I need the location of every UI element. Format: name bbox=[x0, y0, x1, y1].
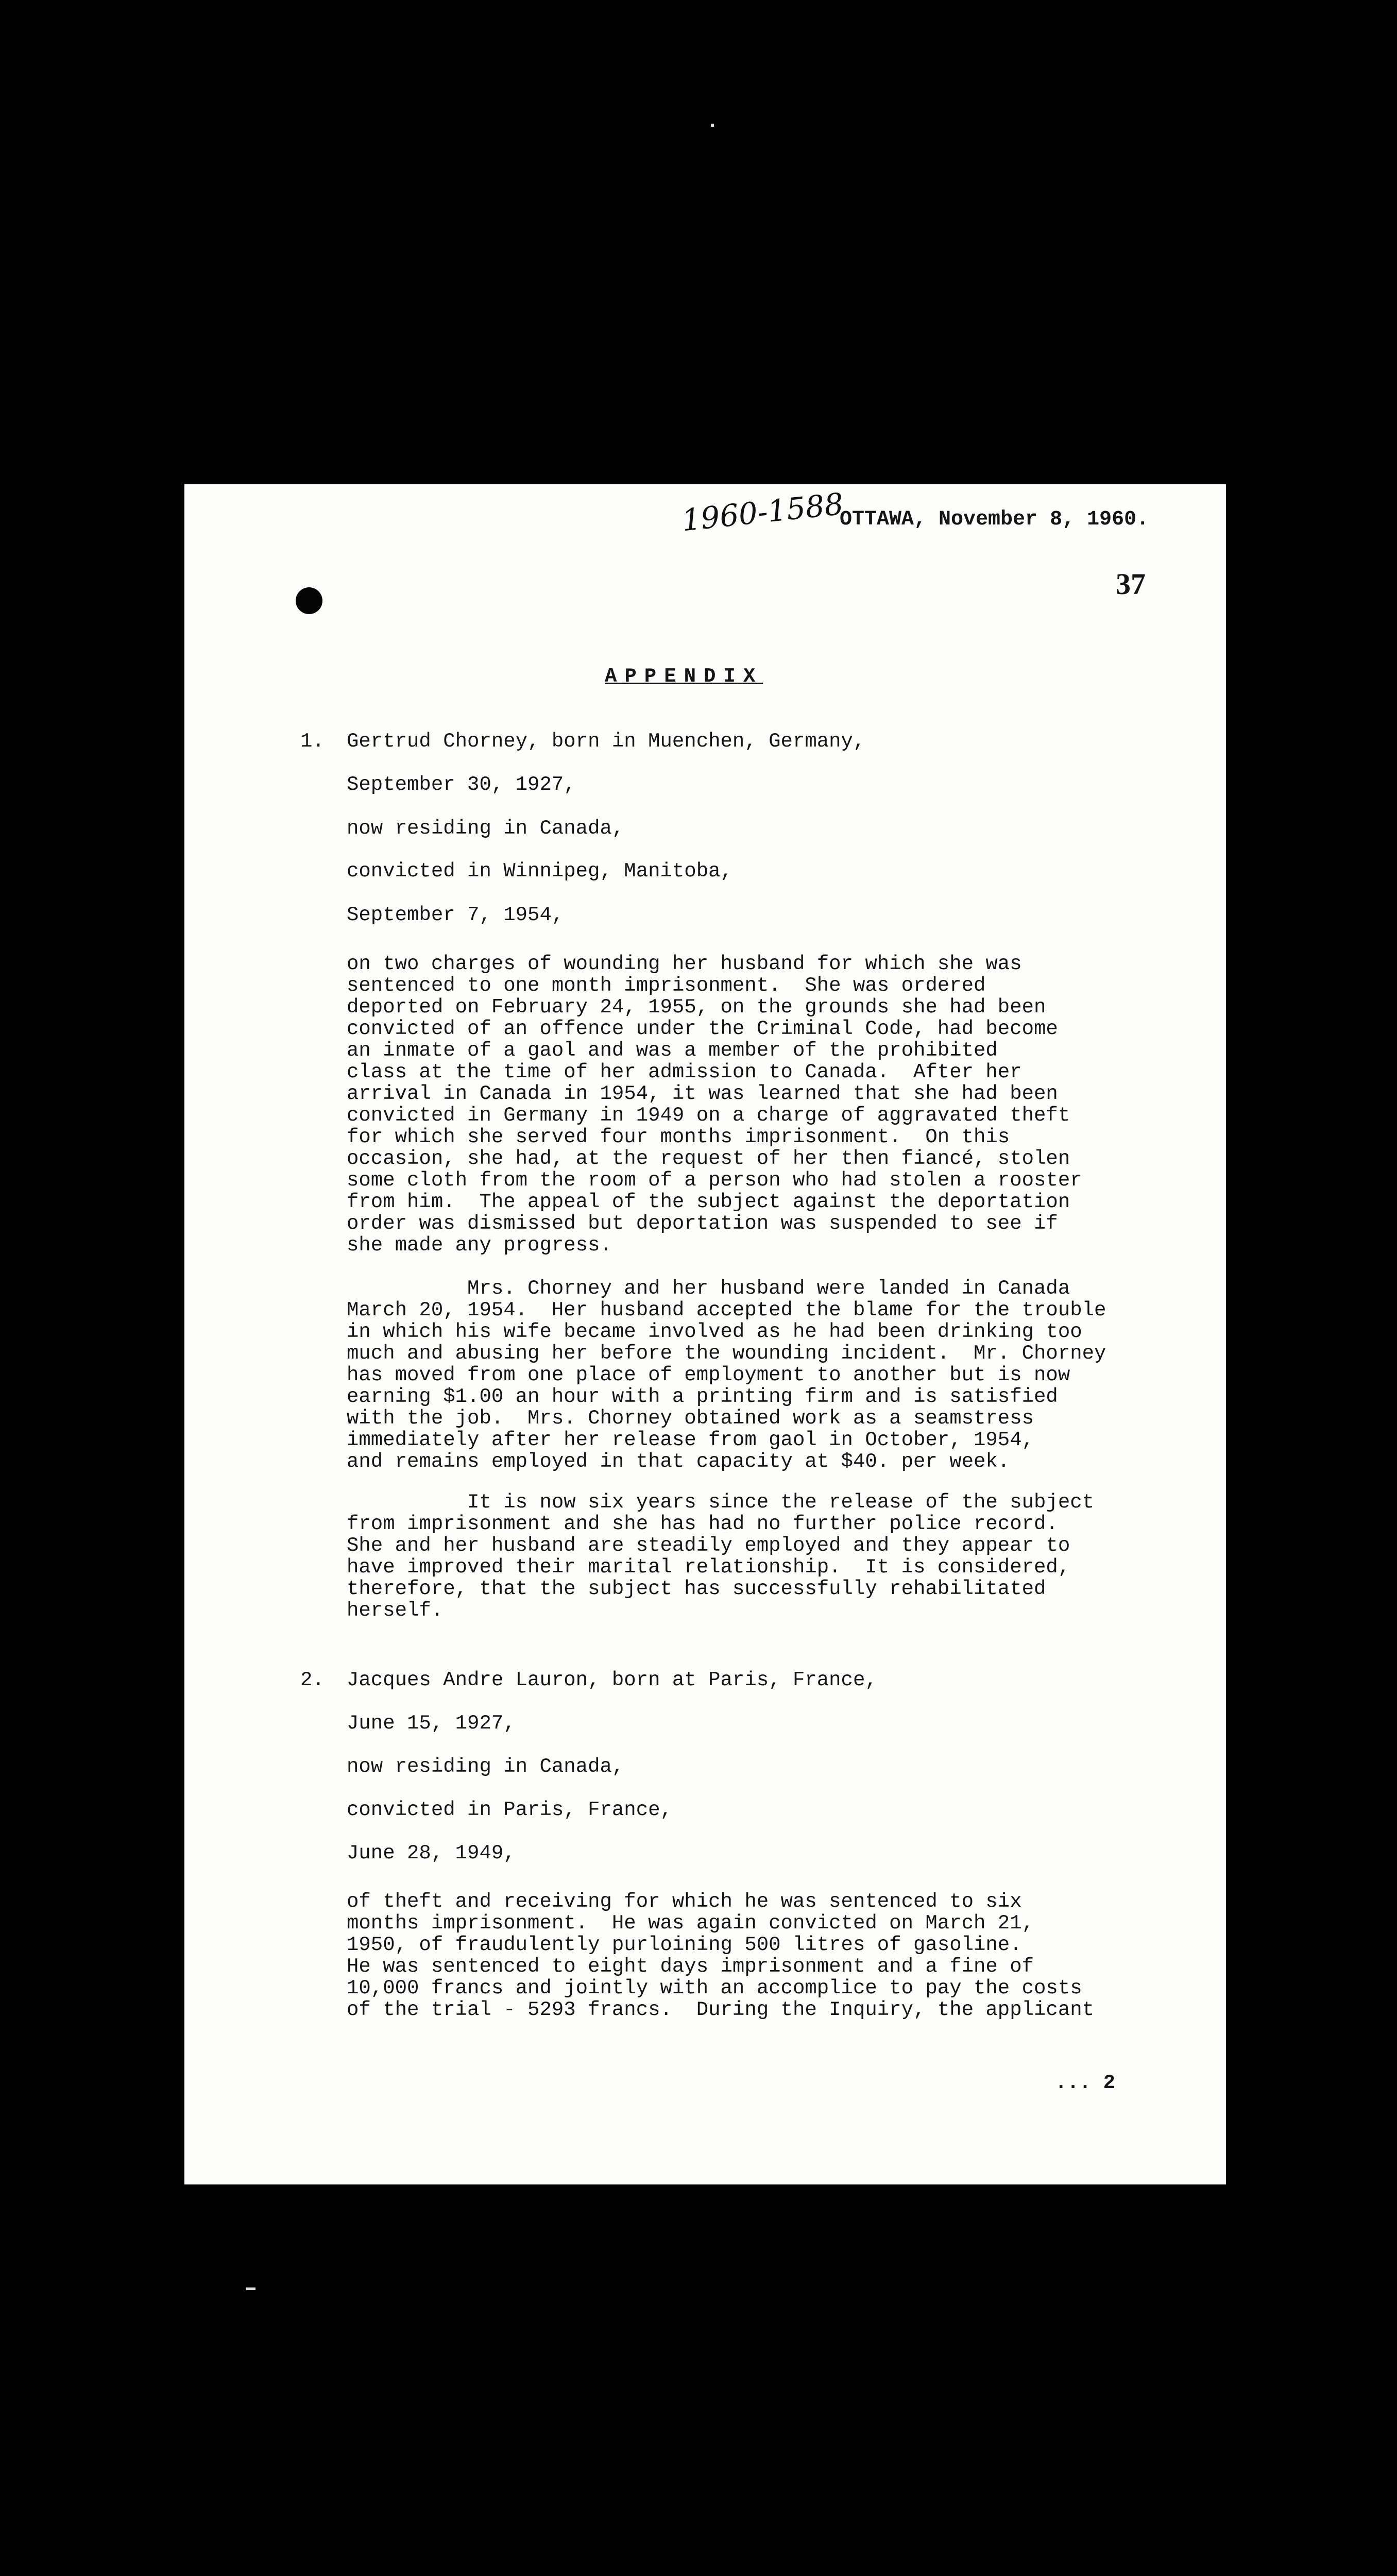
scan-speck bbox=[711, 124, 714, 127]
entry-1-paragraph-2 bbox=[347, 1278, 1176, 1472]
entry-conviction-place: convicted in Paris, France, bbox=[347, 1799, 672, 1821]
appendix-heading: APPENDIX bbox=[605, 665, 763, 688]
text-line: much and abusing her before the wounding incident. Mr. Chorney bbox=[347, 1342, 1106, 1365]
document-page bbox=[184, 484, 1226, 2184]
text-line: immediately after her release from gaol in October, 1954, bbox=[347, 1429, 1034, 1451]
text-line: March 20, 1954. Her husband accepted the blame for the trouble bbox=[347, 1299, 1106, 1321]
continuation-marker: ... 2 bbox=[1055, 2072, 1116, 2094]
entry-1-paragraph-1 bbox=[347, 953, 1176, 1256]
text-line: on two charges of wounding her husband for which she was bbox=[347, 953, 1022, 975]
text-line: she made any progress. bbox=[347, 1234, 612, 1257]
text-line: She and her husband are steadily employed and they appear to bbox=[347, 1534, 1070, 1557]
entry-1-paragraph-3 bbox=[347, 1492, 1176, 1621]
text-line: earning $1.00 an hour with a printing firm and is satisfied bbox=[347, 1385, 1058, 1408]
text-line: of theft and receiving for which he was sentenced to six bbox=[347, 1890, 1022, 1913]
text-line: It is now six years since the release of the subject bbox=[347, 1491, 1095, 1514]
entry-residence: now residing in Canada, bbox=[347, 1755, 624, 1778]
text-line: Mrs. Chorney and her husband were landed in Canada bbox=[347, 1277, 1070, 1300]
text-line: of the trial - 5293 francs. During the Inquiry, the applicant bbox=[347, 1998, 1095, 2021]
entry-conviction-date: June 28, 1949, bbox=[347, 1842, 516, 1865]
text-line: months imprisonment. He was again convicted on March 21, bbox=[347, 1912, 1034, 1935]
entry-name-line: Jacques Andre Lauron, born at Paris, France, bbox=[347, 1669, 877, 1691]
entry-birth-date: June 15, 1927, bbox=[347, 1712, 516, 1735]
text-line: convicted in Germany in 1949 on a charge of aggravated theft bbox=[347, 1104, 1070, 1127]
entry-name-line: Gertrud Chorney, born in Muenchen, Germany, bbox=[347, 730, 865, 753]
text-line: arrival in Canada in 1954, it was learned that she had been bbox=[347, 1082, 1058, 1105]
entry-2-paragraph-1 bbox=[347, 1891, 1176, 2021]
text-line: with the job. Mrs. Chorney obtained work as a seamstress bbox=[347, 1407, 1034, 1430]
entry-conviction-place: convicted in Winnipeg, Manitoba, bbox=[347, 860, 732, 883]
punch-hole bbox=[296, 587, 322, 614]
text-line: for which she served four months imprisonment. On this bbox=[347, 1126, 1010, 1148]
text-line: therefore, that the subject has successfully rehabilitated bbox=[347, 1578, 1046, 1600]
text-line: from him. The appeal of the subject against the deportation bbox=[347, 1191, 1070, 1213]
handwritten-file-number: 1960-1588 bbox=[680, 486, 845, 538]
entry-number: 2. bbox=[300, 1669, 325, 1691]
text-line: have improved their marital relationship. It is considered, bbox=[347, 1556, 1070, 1579]
text-line: in which his wife became involved as he had been drinking too bbox=[347, 1320, 1082, 1343]
text-line: order was dismissed but deportation was suspended to see if bbox=[347, 1212, 1058, 1235]
page-number: 37 bbox=[1116, 567, 1146, 601]
text-line: occasion, she had, at the request of her then fiancé, stolen bbox=[347, 1147, 1070, 1170]
text-line: convicted of an offence under the Criminal Code, had become bbox=[347, 1018, 1058, 1040]
text-line: and remains employed in that capacity at $40. per week. bbox=[347, 1450, 1010, 1473]
text-line: 1950, of fraudulently purloining 500 litres of gasoline. bbox=[347, 1934, 1022, 1956]
entry-birth-date: September 30, 1927, bbox=[347, 773, 576, 796]
text-line: has moved from one place of employment to another but is now bbox=[347, 1364, 1070, 1386]
entry-number: 1. bbox=[300, 730, 325, 753]
text-line: an inmate of a gaol and was a member of the prohibited bbox=[347, 1039, 998, 1062]
text-line: some cloth from the room of a person who had stolen a rooster bbox=[347, 1169, 1082, 1192]
entry-conviction-date: September 7, 1954, bbox=[347, 904, 564, 926]
entry-residence: now residing in Canada, bbox=[347, 817, 624, 840]
place-and-date: OTTAWA, November 8, 1960. bbox=[840, 508, 1149, 531]
text-line: class at the time of her admission to Canada. After her bbox=[347, 1061, 1022, 1083]
text-line: sentenced to one month imprisonment. She was ordered bbox=[347, 974, 986, 997]
text-line: He was sentenced to eight days imprisonment and a fine of bbox=[347, 1955, 1034, 1978]
text-line: herself. bbox=[347, 1599, 444, 1622]
text-line: 10,000 francs and jointly with an accomplice to pay the costs bbox=[347, 1977, 1082, 1999]
text-line: deported on February 24, 1955, on the grounds she had been bbox=[347, 996, 1046, 1019]
scan-speck bbox=[246, 2287, 255, 2290]
text-line: from imprisonment and she has had no further police record. bbox=[347, 1513, 1058, 1535]
